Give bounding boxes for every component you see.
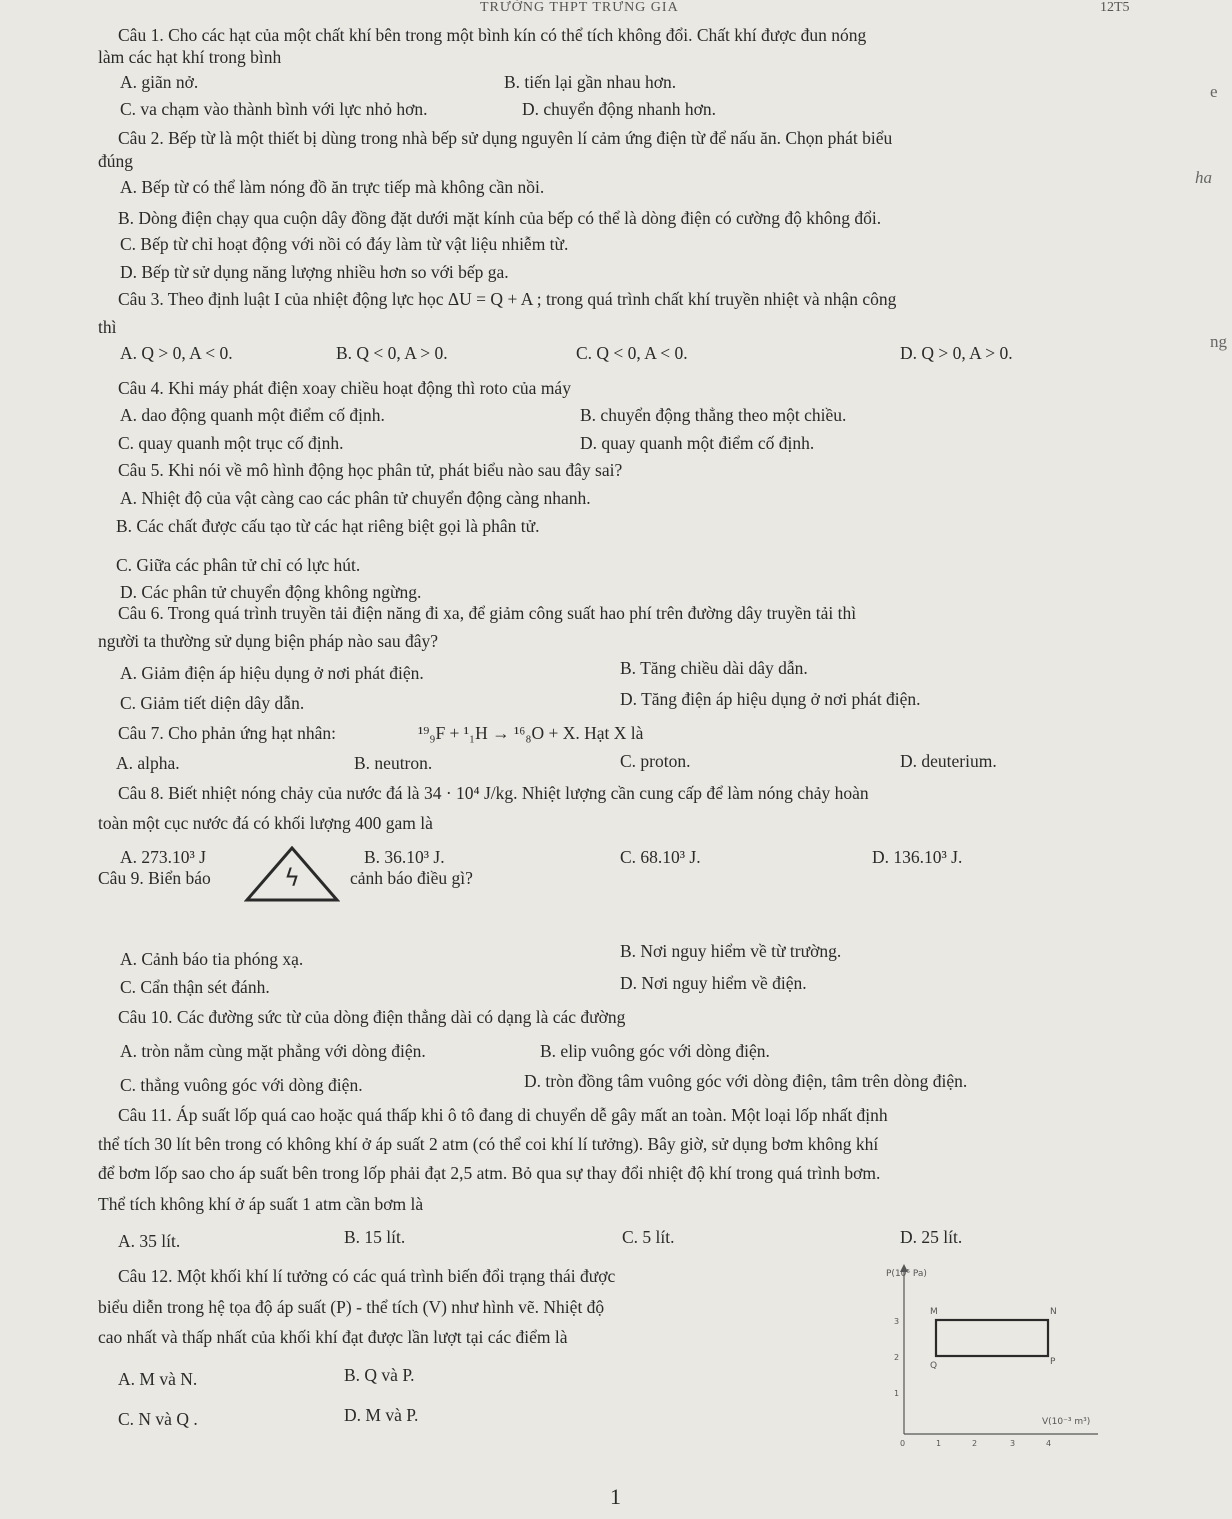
question-6-stem-cont: người ta thường sử dụng biện pháp nào sau đây? xyxy=(98,631,439,651)
x-tick-4: 4 xyxy=(1046,1439,1052,1448)
q5-option-d: D. Các phân tử chuyển động không ngừng. xyxy=(120,582,422,602)
q9-option-c: C. Cẩn thận sét đánh. xyxy=(120,977,270,997)
q11-option-c: C. 5 lít. xyxy=(622,1227,675,1247)
point-n-label: N xyxy=(1050,1307,1057,1317)
pv-diagram xyxy=(846,1262,1112,1452)
q3-option-b: B. Q < 0, A > 0. xyxy=(336,343,448,363)
q11-option-b: B. 15 lít. xyxy=(344,1227,406,1247)
q6-option-b: B. Tăng chiều dài dây dẫn. xyxy=(620,658,808,678)
question-8-stem: Câu 8. Biết nhiệt nóng chảy của nước đá là 34 · 10⁴ J/kg. Nhiệt lượng cần cung cấp để làm nóng chảy hoàn xyxy=(118,783,869,803)
q1-option-b: B. tiến lại gần nhau hơn. xyxy=(504,72,677,92)
v-axis-label: V(10⁻³ m³) xyxy=(1042,1417,1091,1427)
q12-option-c: C. N và Q . xyxy=(118,1409,198,1429)
q10-option-b: B. elip vuông góc với dòng điện. xyxy=(540,1041,770,1061)
margin-fragment-3: ng xyxy=(1210,332,1227,351)
point-p-label: P xyxy=(1050,1357,1056,1367)
p-axis-label: P(10⁵ Pa) xyxy=(886,1269,927,1279)
x-tick-1: 1 xyxy=(936,1439,942,1448)
q6-option-d: D. Tăng điện áp hiệu dụng ở nơi phát điện. xyxy=(620,689,921,709)
question-8-stem-cont: toàn một cục nước đá có khối lượng 400 gam là xyxy=(98,813,433,833)
q3-option-c: C. Q < 0, A < 0. xyxy=(576,343,688,363)
q5-option-c: C. Giữa các phân tử chỉ có lực hút. xyxy=(116,555,361,575)
q2-option-a: A. Bếp từ có thể làm nóng đồ ăn trực tiếp mà không cần nồi. xyxy=(120,177,545,197)
y-tick-3: 3 xyxy=(894,1317,900,1326)
page-number: 1 xyxy=(610,1484,621,1509)
q9-option-a: A. Cảnh báo tia phóng xạ. xyxy=(120,949,304,969)
q9-option-d: D. Nơi nguy hiểm về điện. xyxy=(620,973,807,993)
q12-option-a: A. M và N. xyxy=(118,1369,198,1389)
cycle-rectangle xyxy=(936,1320,1048,1356)
q8-option-d: D. 136.10³ J. xyxy=(872,847,963,867)
q2-option-b: B. Dòng điện chạy qua cuộn dây đồng đặt dưới mặt kính của bếp có thể là dòng điện có cường độ không đổi. xyxy=(118,208,882,228)
q7-option-c: C. proton. xyxy=(620,751,691,771)
q5-option-b: B. Các chất được cấu tạo từ các hạt riêng biệt gọi là phân tử. xyxy=(116,516,540,536)
q4-option-b: B. chuyển động thẳng theo một chiều. xyxy=(580,405,847,425)
q11-option-a: A. 35 lít. xyxy=(118,1231,181,1251)
x-tick-3: 3 xyxy=(1010,1439,1016,1448)
question-7-stem: Câu 7. Cho phản ứng hạt nhân: xyxy=(118,723,336,743)
question-2-stem: Câu 2. Bếp từ là một thiết bị dùng trong nhà bếp sử dụng nguyên lí cảm ứng điện từ để nấu ăn. Chọn phát biểu xyxy=(118,128,893,148)
question-3-stem: Câu 3. Theo định luật I của nhiệt động lực học ΔU = Q + A ; trong quá trình chất khí truyền nhiệt và nhận công xyxy=(118,289,897,309)
q6-option-c: C. Giảm tiết diện dây dẫn. xyxy=(120,693,305,713)
q2-option-c: C. Bếp từ chỉ hoạt động với nồi có đáy làm từ vật liệu nhiễm từ. xyxy=(120,234,569,254)
q4-option-a: A. dao động quanh một điểm cố định. xyxy=(120,405,385,425)
question-6-stem: Câu 6. Trong quá trình truyền tải điện năng đi xa, để giảm công suất hao phí trên đường dây truyền tải thì xyxy=(118,603,857,623)
point-m-label: M xyxy=(930,1307,938,1317)
question-12-stem-line3: cao nhất và thấp nhất của khối khí đạt được lần lượt tại các điểm là xyxy=(98,1327,568,1347)
question-11-stem: Câu 11. Áp suất lốp quá cao hoặc quá thấp khi ô tô đang di chuyển dễ gây mất an toàn. Một loại lốp nhất định xyxy=(118,1105,888,1125)
y-tick-2: 2 xyxy=(894,1353,900,1362)
margin-fragment-2: ha xyxy=(1195,168,1212,187)
question-12-stem: Câu 12. Một khối khí lí tưởng có các quá trình biến đổi trạng thái được xyxy=(118,1266,616,1286)
q10-option-c: C. thẳng vuông góc với dòng điện. xyxy=(120,1075,363,1095)
q1-option-d: D. chuyển động nhanh hơn. xyxy=(522,99,716,119)
q3-option-d: D. Q > 0, A > 0. xyxy=(900,343,1013,363)
question-11-stem-line2: thể tích 30 lít bên trong có không khí ở áp suất 2 atm (có thể coi khí lí tưởng). Bây giờ, sử dụng bơm không khí xyxy=(98,1134,879,1154)
lightning-bolt-icon: ϟ xyxy=(284,864,300,892)
q8-option-b: B. 36.10³ J. xyxy=(364,847,445,867)
q7-option-d: D. deuterium. xyxy=(900,751,997,771)
q1-option-a: A. giãn nở. xyxy=(120,72,199,92)
question-5-stem: Câu 5. Khi nói về mô hình động học phân tử, phát biểu nào sau đây sai? xyxy=(118,460,623,480)
q12-option-d: D. M và P. xyxy=(344,1405,419,1425)
question-1-stem-cont: làm các hạt khí trong bình xyxy=(98,47,282,67)
x-tick-0: 0 xyxy=(900,1439,906,1448)
q5-option-a: A. Nhiệt độ của vật càng cao các phân tử chuyển động càng nhanh. xyxy=(120,488,591,508)
q2-option-d: D. Bếp từ sử dụng năng lượng nhiều hơn so với bếp ga. xyxy=(120,262,509,282)
q1-option-c: C. va chạm vào thành bình với lực nhỏ hơn. xyxy=(120,99,428,119)
question-1-stem: Câu 1. Cho các hạt của một chất khí bên trong một bình kín có thể tích không đổi. Chất khí được đun nóng xyxy=(118,25,867,45)
q8-option-a: A. 273.10³ J xyxy=(120,847,206,867)
q4-option-d: D. quay quanh một điểm cố định. xyxy=(580,433,815,453)
question-4-stem: Câu 4. Khi máy phát điện xoay chiều hoạt động thì roto của máy xyxy=(118,378,571,398)
question-3-stem-cont: thì xyxy=(98,317,117,337)
question-2-stem-cont: đúng xyxy=(98,151,133,171)
question-10-stem: Câu 10. Các đường sức từ của dòng điện thẳng dài có dạng là các đường xyxy=(118,1007,626,1027)
q7-option-b: B. neutron. xyxy=(354,753,433,773)
q7-nuclear-reaction: ¹⁹₉F + ¹₁H → ¹⁶₈O + X. Hạt X là xyxy=(418,723,644,743)
question-12-stem-line2: biểu diễn trong hệ tọa độ áp suất (P) - thể tích (V) như hình vẽ. Nhiệt độ xyxy=(98,1297,605,1317)
q11-option-d: D. 25 lít. xyxy=(900,1227,963,1247)
margin-fragment-1: e xyxy=(1210,82,1218,101)
exam-code: 12T5 xyxy=(1100,0,1130,15)
q6-option-a: A. Giảm điện áp hiệu dụng ở nơi phát điện. xyxy=(120,663,424,683)
question-9-stem: Câu 9. Biển báo xyxy=(98,868,211,888)
q12-option-b: B. Q và P. xyxy=(344,1365,415,1385)
q3-option-a: A. Q > 0, A < 0. xyxy=(120,343,233,363)
point-q-label: Q xyxy=(930,1361,938,1371)
q7-option-a: A. alpha. xyxy=(116,753,180,773)
high-voltage-warning-sign xyxy=(244,846,340,902)
q4-option-c: C. quay quanh một trục cố định. xyxy=(118,433,344,453)
question-11-stem-line4: Thể tích không khí ở áp suất 1 atm cần bơm là xyxy=(98,1194,424,1214)
question-11-stem-line3: để bơm lốp sao cho áp suất bên trong lốp phải đạt 2,5 atm. Bỏ qua sự thay đổi nhiệt độ khí trong quá trình bơm. xyxy=(98,1163,881,1183)
q10-option-a: A. tròn nằm cùng mặt phẳng với dòng điện. xyxy=(120,1041,426,1061)
q8-option-c: C. 68.10³ J. xyxy=(620,847,701,867)
y-tick-1: 1 xyxy=(894,1389,900,1398)
question-9-stem-cont: cảnh báo điều gì? xyxy=(350,868,473,888)
q10-option-d: D. tròn đồng tâm vuông góc với dòng điện, tâm trên dòng điện. xyxy=(524,1071,968,1091)
school-header: TRƯỜNG THPT TRƯNG GIA xyxy=(480,0,679,15)
q9-option-b: B. Nơi nguy hiểm về từ trường. xyxy=(620,941,842,961)
x-tick-2: 2 xyxy=(972,1439,978,1448)
